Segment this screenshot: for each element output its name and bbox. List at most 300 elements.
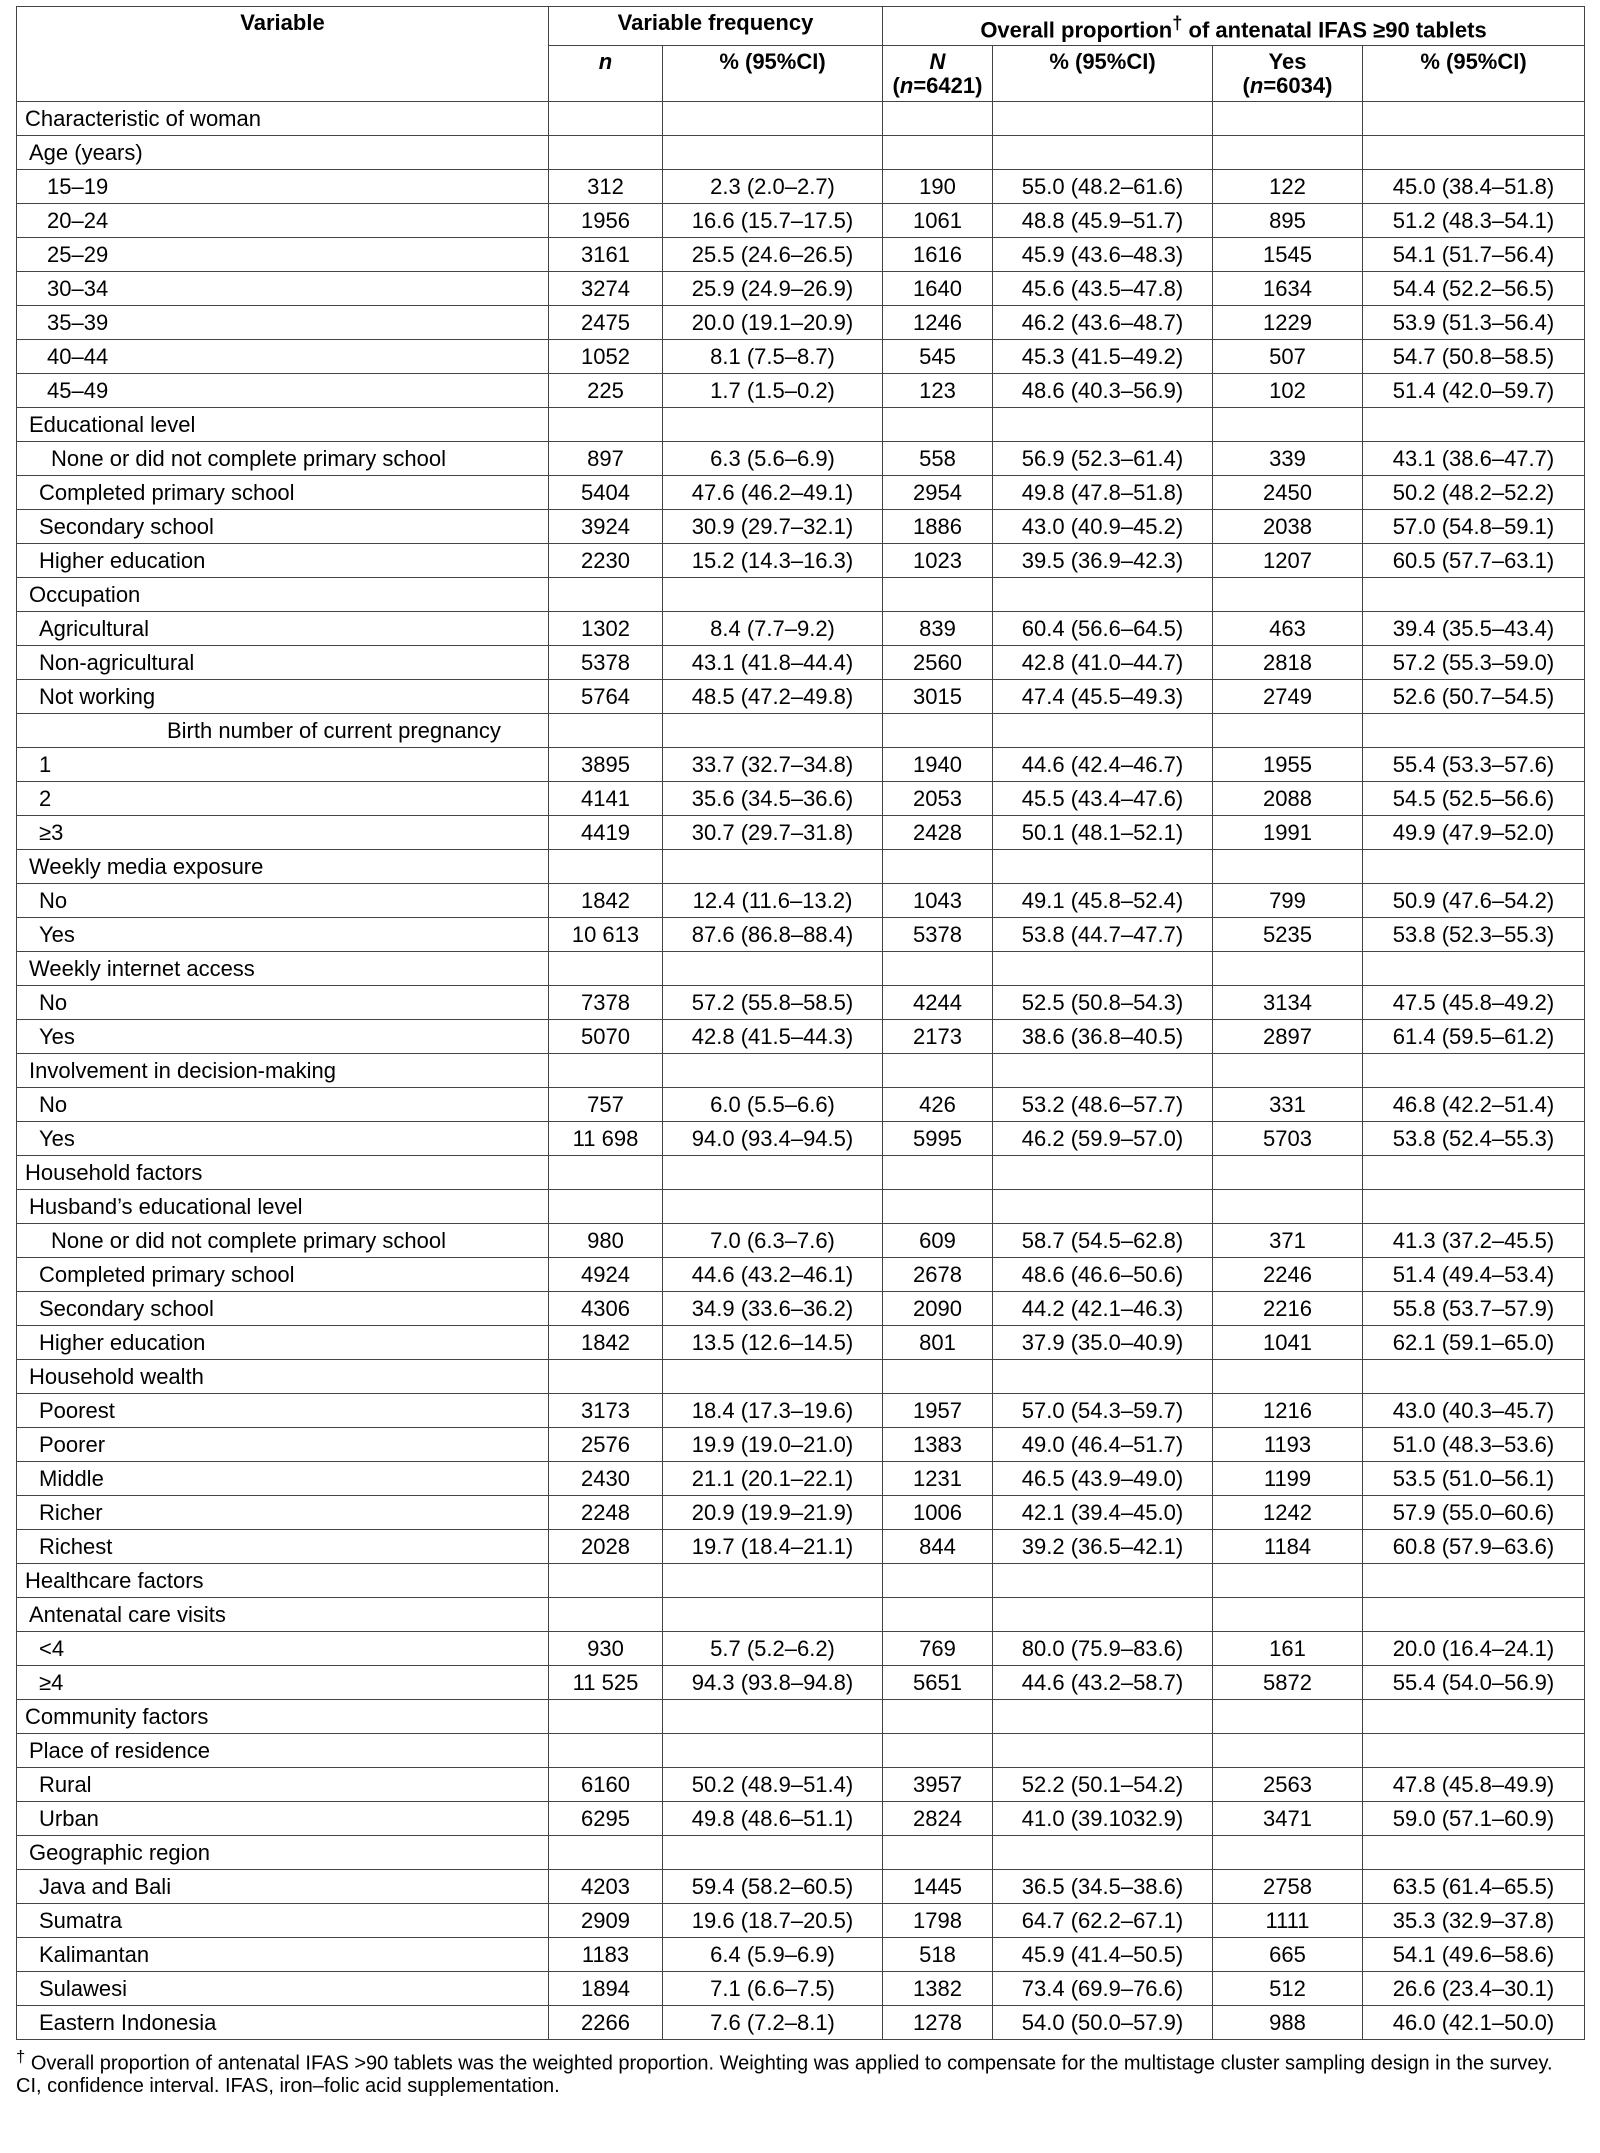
cell-yes-pct-ci: 39.4 (35.5–43.4) bbox=[1363, 612, 1585, 646]
table-row bbox=[17, 1122, 1585, 1156]
cell-yes-pct-ci: 54.1 (51.7–56.4) bbox=[1363, 238, 1585, 272]
cell-N bbox=[883, 1700, 993, 1734]
cell-yes: 331 bbox=[1213, 1088, 1363, 1122]
table-row bbox=[17, 1020, 1585, 1054]
header-pct-ci-2: % (95%CI) bbox=[993, 46, 1213, 102]
cell-pct-ci: 20.0 (19.1–20.9) bbox=[663, 306, 883, 340]
cell-yes bbox=[1213, 1700, 1363, 1734]
cell-yes-pct-ci: 63.5 (61.4–65.5) bbox=[1363, 1870, 1585, 1904]
cell-yes: 1991 bbox=[1213, 816, 1363, 850]
cell-N: 1006 bbox=[883, 1496, 993, 1530]
row-label: ≥4 bbox=[17, 1666, 549, 1700]
row-label: No bbox=[17, 986, 549, 1020]
cell-N-pct-ci: 36.5 (34.5–38.6) bbox=[993, 1870, 1213, 1904]
cell-n: 3161 bbox=[549, 238, 663, 272]
cell-yes-pct-ci bbox=[1363, 1734, 1585, 1768]
cell-n bbox=[549, 714, 663, 748]
cell-N-pct-ci: 55.0 (48.2–61.6) bbox=[993, 170, 1213, 204]
cell-yes bbox=[1213, 408, 1363, 442]
table-row bbox=[17, 986, 1585, 1020]
cell-n: 2576 bbox=[549, 1428, 663, 1462]
cell-pct-ci: 43.1 (41.8–44.4) bbox=[663, 646, 883, 680]
cell-yes: 2450 bbox=[1213, 476, 1363, 510]
header-overall-suffix: of antenatal IFAS ≥90 tablets bbox=[1182, 17, 1487, 43]
cell-n: 3895 bbox=[549, 748, 663, 782]
cell-N-pct-ci: 54.0 (50.0–57.9) bbox=[993, 2006, 1213, 2040]
cell-yes: 1111 bbox=[1213, 1904, 1363, 1938]
group-row bbox=[17, 136, 1585, 170]
cell-n bbox=[549, 102, 663, 136]
cell-yes-pct-ci: 46.0 (42.1–50.0) bbox=[1363, 2006, 1585, 2040]
group-row bbox=[17, 1190, 1585, 1224]
cell-N-pct-ci: 58.7 (54.5–62.8) bbox=[993, 1224, 1213, 1258]
cell-yes-pct-ci: 20.0 (16.4–24.1) bbox=[1363, 1632, 1585, 1666]
group-label: Weekly media exposure bbox=[17, 850, 549, 884]
cell-pct-ci: 16.6 (15.7–17.5) bbox=[663, 204, 883, 238]
cell-n: 225 bbox=[549, 374, 663, 408]
cell-yes bbox=[1213, 1836, 1363, 1870]
cell-N-pct-ci bbox=[993, 1836, 1213, 1870]
cell-N-pct-ci: 41.0 (39.1032.9) bbox=[993, 1802, 1213, 1836]
group-row bbox=[17, 1734, 1585, 1768]
cell-n: 2028 bbox=[549, 1530, 663, 1564]
cell-N bbox=[883, 136, 993, 170]
cell-yes-pct-ci bbox=[1363, 136, 1585, 170]
cell-n: 4141 bbox=[549, 782, 663, 816]
cell-yes: 2897 bbox=[1213, 1020, 1363, 1054]
cell-yes-pct-ci bbox=[1363, 714, 1585, 748]
group-row bbox=[17, 578, 1585, 612]
cell-N: 2090 bbox=[883, 1292, 993, 1326]
row-label: Poorest bbox=[17, 1394, 549, 1428]
cell-yes-pct-ci: 57.0 (54.8–59.1) bbox=[1363, 510, 1585, 544]
cell-N bbox=[883, 1734, 993, 1768]
cell-N: 1043 bbox=[883, 884, 993, 918]
cell-pct-ci: 30.7 (29.7–31.8) bbox=[663, 816, 883, 850]
cell-n bbox=[549, 578, 663, 612]
cell-N bbox=[883, 1054, 993, 1088]
table-row bbox=[17, 646, 1585, 680]
cell-yes: 1207 bbox=[1213, 544, 1363, 578]
cell-n bbox=[549, 1700, 663, 1734]
cell-yes: 507 bbox=[1213, 340, 1363, 374]
cell-pct-ci bbox=[663, 1564, 883, 1598]
cell-yes-pct-ci bbox=[1363, 952, 1585, 986]
cell-pct-ci: 5.7 (5.2–6.2) bbox=[663, 1632, 883, 1666]
row-label: 25–29 bbox=[17, 238, 549, 272]
cell-pct-ci: 35.6 (34.5–36.6) bbox=[663, 782, 883, 816]
cell-N-pct-ci bbox=[993, 578, 1213, 612]
group-row bbox=[17, 1836, 1585, 1870]
cell-N-pct-ci: 45.9 (43.6–48.3) bbox=[993, 238, 1213, 272]
cell-yes-pct-ci: 52.6 (50.7–54.5) bbox=[1363, 680, 1585, 714]
cell-N bbox=[883, 102, 993, 136]
table-row bbox=[17, 748, 1585, 782]
cell-N bbox=[883, 1598, 993, 1632]
row-label: Kalimantan bbox=[17, 1938, 549, 1972]
cell-n: 11 698 bbox=[549, 1122, 663, 1156]
cell-N: 839 bbox=[883, 612, 993, 646]
footnote-dagger: † bbox=[16, 2047, 26, 2067]
cell-n bbox=[549, 850, 663, 884]
cell-N-pct-ci: 42.8 (41.0–44.7) bbox=[993, 646, 1213, 680]
group-label: Geographic region bbox=[17, 1836, 549, 1870]
table-row bbox=[17, 1258, 1585, 1292]
table-row bbox=[17, 1904, 1585, 1938]
table-row bbox=[17, 204, 1585, 238]
group-label: Antenatal care visits bbox=[17, 1598, 549, 1632]
cell-N: 545 bbox=[883, 340, 993, 374]
cell-yes-pct-ci bbox=[1363, 850, 1585, 884]
cell-N-pct-ci: 46.5 (43.9–49.0) bbox=[993, 1462, 1213, 1496]
cell-yes-pct-ci: 59.0 (57.1–60.9) bbox=[1363, 1802, 1585, 1836]
cell-N-pct-ci: 49.0 (46.4–51.7) bbox=[993, 1428, 1213, 1462]
cell-N bbox=[883, 1156, 993, 1190]
cell-yes: 3134 bbox=[1213, 986, 1363, 1020]
cell-yes-pct-ci: 50.9 (47.6–54.2) bbox=[1363, 884, 1585, 918]
cell-N: 1061 bbox=[883, 204, 993, 238]
group-label: Weekly internet access bbox=[17, 952, 549, 986]
cell-N: 1616 bbox=[883, 238, 993, 272]
row-label: 40–44 bbox=[17, 340, 549, 374]
table-row bbox=[17, 1870, 1585, 1904]
cell-pct-ci: 25.5 (24.6–26.5) bbox=[663, 238, 883, 272]
cell-N-pct-ci: 43.0 (40.9–45.2) bbox=[993, 510, 1213, 544]
cell-yes-pct-ci: 51.4 (49.4–53.4) bbox=[1363, 1258, 1585, 1292]
cell-N: 801 bbox=[883, 1326, 993, 1360]
row-label: Higher education bbox=[17, 1326, 549, 1360]
cell-yes: 1545 bbox=[1213, 238, 1363, 272]
row-label: Rural bbox=[17, 1768, 549, 1802]
group-label: Educational level bbox=[17, 408, 549, 442]
cell-pct-ci: 7.1 (6.6–7.5) bbox=[663, 1972, 883, 2006]
cell-n: 2909 bbox=[549, 1904, 663, 1938]
cell-yes-pct-ci: 46.8 (42.2–51.4) bbox=[1363, 1088, 1585, 1122]
cell-yes: 512 bbox=[1213, 1972, 1363, 2006]
cell-N: 1278 bbox=[883, 2006, 993, 2040]
cell-N-pct-ci: 44.6 (43.2–58.7) bbox=[993, 1666, 1213, 1700]
cell-pct-ci: 20.9 (19.9–21.9) bbox=[663, 1496, 883, 1530]
cell-N: 426 bbox=[883, 1088, 993, 1122]
cell-pct-ci: 59.4 (58.2–60.5) bbox=[663, 1870, 883, 1904]
row-label: Java and Bali bbox=[17, 1870, 549, 1904]
row-label: 20–24 bbox=[17, 204, 549, 238]
cell-yes-pct-ci: 54.7 (50.8–58.5) bbox=[1363, 340, 1585, 374]
cell-yes: 1041 bbox=[1213, 1326, 1363, 1360]
row-label: No bbox=[17, 1088, 549, 1122]
header-n bbox=[549, 46, 663, 102]
cell-yes bbox=[1213, 1598, 1363, 1632]
cell-N-pct-ci bbox=[993, 714, 1213, 748]
header-N-count bbox=[893, 73, 983, 98]
cell-N-pct-ci: 44.6 (42.4–46.7) bbox=[993, 748, 1213, 782]
cell-yes-pct-ci: 55.8 (53.7–57.9) bbox=[1363, 1292, 1585, 1326]
cell-yes: 371 bbox=[1213, 1224, 1363, 1258]
section-label: Healthcare factors bbox=[17, 1564, 549, 1598]
cell-n: 312 bbox=[549, 170, 663, 204]
cell-yes bbox=[1213, 714, 1363, 748]
footnote-abbreviations: CI, confidence interval. IFAS, iron–folic acid supplementation. bbox=[16, 2074, 560, 2097]
cell-N-pct-ci bbox=[993, 850, 1213, 884]
table-row bbox=[17, 918, 1585, 952]
table-row bbox=[17, 340, 1585, 374]
cell-N: 769 bbox=[883, 1632, 993, 1666]
group-row bbox=[17, 850, 1585, 884]
cell-N: 4244 bbox=[883, 986, 993, 1020]
cell-yes-pct-ci: 62.1 (59.1–65.0) bbox=[1363, 1326, 1585, 1360]
cell-N-pct-ci: 45.5 (43.4–47.6) bbox=[993, 782, 1213, 816]
cell-yes: 2563 bbox=[1213, 1768, 1363, 1802]
cell-N-pct-ci: 53.8 (44.7–47.7) bbox=[993, 918, 1213, 952]
cell-N-pct-ci bbox=[993, 136, 1213, 170]
row-label: Completed primary school bbox=[17, 1258, 549, 1292]
cell-pct-ci: 57.2 (55.8–58.5) bbox=[663, 986, 883, 1020]
cell-pct-ci bbox=[663, 408, 883, 442]
cell-N-pct-ci: 64.7 (62.2–67.1) bbox=[993, 1904, 1213, 1938]
cell-n: 6160 bbox=[549, 1768, 663, 1802]
row-label: Sumatra bbox=[17, 1904, 549, 1938]
cell-N-pct-ci: 60.4 (56.6–64.5) bbox=[993, 612, 1213, 646]
cell-N-pct-ci: 48.8 (45.9–51.7) bbox=[993, 204, 1213, 238]
cell-N: 2678 bbox=[883, 1258, 993, 1292]
row-label: Secondary school bbox=[17, 510, 549, 544]
cell-yes-pct-ci: 57.2 (55.3–59.0) bbox=[1363, 646, 1585, 680]
cell-pct-ci bbox=[663, 1734, 883, 1768]
cell-pct-ci bbox=[663, 102, 883, 136]
cell-n bbox=[549, 952, 663, 986]
cell-pct-ci: 19.6 (18.7–20.5) bbox=[663, 1904, 883, 1938]
cell-yes-pct-ci bbox=[1363, 1564, 1585, 1598]
cell-yes: 1199 bbox=[1213, 1462, 1363, 1496]
cell-N: 2560 bbox=[883, 646, 993, 680]
table-row bbox=[17, 1530, 1585, 1564]
cell-n bbox=[549, 1734, 663, 1768]
row-label: Higher education bbox=[17, 544, 549, 578]
cell-yes: 2749 bbox=[1213, 680, 1363, 714]
cell-pct-ci: 1.7 (1.5–0.2) bbox=[663, 374, 883, 408]
cell-yes: 2818 bbox=[1213, 646, 1363, 680]
cell-pct-ci: 49.8 (48.6–51.1) bbox=[663, 1802, 883, 1836]
cell-n bbox=[549, 408, 663, 442]
cell-pct-ci: 25.9 (24.9–26.9) bbox=[663, 272, 883, 306]
cell-n: 2430 bbox=[549, 1462, 663, 1496]
cell-n bbox=[549, 136, 663, 170]
header-yes-count-prefix: ( bbox=[1242, 73, 1250, 99]
cell-n: 757 bbox=[549, 1088, 663, 1122]
table-row bbox=[17, 442, 1585, 476]
cell-N-pct-ci: 45.9 (41.4–50.5) bbox=[993, 1938, 1213, 1972]
cell-yes-pct-ci: 54.1 (49.6–58.6) bbox=[1363, 1938, 1585, 1972]
table-row bbox=[17, 1428, 1585, 1462]
cell-n: 1842 bbox=[549, 1326, 663, 1360]
cell-yes bbox=[1213, 1190, 1363, 1224]
cell-pct-ci: 48.5 (47.2–49.8) bbox=[663, 680, 883, 714]
cell-pct-ci: 19.9 (19.0–21.0) bbox=[663, 1428, 883, 1462]
cell-pct-ci: 6.4 (5.9–6.9) bbox=[663, 1938, 883, 1972]
table-row bbox=[17, 1938, 1585, 1972]
section-row bbox=[17, 1700, 1585, 1734]
cell-yes-pct-ci: 60.5 (57.7–63.1) bbox=[1363, 544, 1585, 578]
row-label: Yes bbox=[17, 1020, 549, 1054]
cell-yes-pct-ci: 55.4 (53.3–57.6) bbox=[1363, 748, 1585, 782]
cell-n: 5764 bbox=[549, 680, 663, 714]
cell-N: 2428 bbox=[883, 816, 993, 850]
table-row bbox=[17, 782, 1585, 816]
cell-N-pct-ci bbox=[993, 1700, 1213, 1734]
table-row bbox=[17, 1462, 1585, 1496]
cell-N-pct-ci: 52.5 (50.8–54.3) bbox=[993, 986, 1213, 1020]
cell-N-pct-ci: 49.1 (45.8–52.4) bbox=[993, 884, 1213, 918]
row-label: Yes bbox=[17, 1122, 549, 1156]
row-label: <4 bbox=[17, 1632, 549, 1666]
header-pct-ci-1: % (95%CI) bbox=[663, 46, 883, 102]
cell-pct-ci: 15.2 (14.3–16.3) bbox=[663, 544, 883, 578]
table-row bbox=[17, 1394, 1585, 1428]
cell-yes bbox=[1213, 136, 1363, 170]
row-label: Middle bbox=[17, 1462, 549, 1496]
cell-yes bbox=[1213, 1564, 1363, 1598]
row-label: Richer bbox=[17, 1496, 549, 1530]
cell-pct-ci bbox=[663, 1836, 883, 1870]
cell-pct-ci bbox=[663, 578, 883, 612]
cell-yes-pct-ci: 35.3 (32.9–37.8) bbox=[1363, 1904, 1585, 1938]
footnote-weighting-text: Overall proportion of antenatal IFAS >90 tablets was the weighted proportion. Weighting was applied to compensate for the multistage cluster sampling design in the survey. bbox=[25, 2052, 1553, 2075]
cell-pct-ci bbox=[663, 1360, 883, 1394]
cell-yes bbox=[1213, 102, 1363, 136]
cell-N-pct-ci: 48.6 (40.3–56.9) bbox=[993, 374, 1213, 408]
cell-yes: 1634 bbox=[1213, 272, 1363, 306]
cell-yes: 2246 bbox=[1213, 1258, 1363, 1292]
header-yes-label: Yes bbox=[1268, 49, 1307, 75]
cell-N bbox=[883, 408, 993, 442]
cell-yes: 1193 bbox=[1213, 1428, 1363, 1462]
cell-n: 1956 bbox=[549, 204, 663, 238]
cell-N: 1957 bbox=[883, 1394, 993, 1428]
cell-pct-ci: 94.0 (93.4–94.5) bbox=[663, 1122, 883, 1156]
cell-N-pct-ci bbox=[993, 1054, 1213, 1088]
header-variable-frequency: Variable frequency bbox=[549, 7, 883, 46]
table-row bbox=[17, 374, 1585, 408]
cell-N-pct-ci: 45.3 (41.5–49.2) bbox=[993, 340, 1213, 374]
group-row bbox=[17, 1598, 1585, 1632]
cell-n: 4203 bbox=[549, 1870, 663, 1904]
cell-pct-ci bbox=[663, 850, 883, 884]
cell-N: 1886 bbox=[883, 510, 993, 544]
section-label: Community factors bbox=[17, 1700, 549, 1734]
cell-yes-pct-ci: 51.2 (48.3–54.1) bbox=[1363, 204, 1585, 238]
cell-yes-pct-ci: 43.0 (40.3–45.7) bbox=[1363, 1394, 1585, 1428]
cell-yes-pct-ci: 50.2 (48.2–52.2) bbox=[1363, 476, 1585, 510]
cell-n bbox=[549, 1564, 663, 1598]
cell-N bbox=[883, 1836, 993, 1870]
cell-n bbox=[549, 1156, 663, 1190]
dagger-mark: † bbox=[1172, 12, 1183, 33]
cell-pct-ci bbox=[663, 714, 883, 748]
row-label: 15–19 bbox=[17, 170, 549, 204]
cell-n bbox=[549, 1360, 663, 1394]
cell-N bbox=[883, 1564, 993, 1598]
cell-pct-ci: 44.6 (43.2–46.1) bbox=[663, 1258, 883, 1292]
row-label: Non-agricultural bbox=[17, 646, 549, 680]
cell-n: 1052 bbox=[549, 340, 663, 374]
table-body bbox=[17, 102, 1585, 2040]
table-row bbox=[17, 170, 1585, 204]
table-row bbox=[17, 476, 1585, 510]
cell-yes: 161 bbox=[1213, 1632, 1363, 1666]
cell-N-pct-ci: 56.9 (52.3–61.4) bbox=[993, 442, 1213, 476]
cell-N: 1640 bbox=[883, 272, 993, 306]
cell-yes: 102 bbox=[1213, 374, 1363, 408]
row-label: No bbox=[17, 884, 549, 918]
cell-N: 5651 bbox=[883, 1666, 993, 1700]
row-label: Richest bbox=[17, 1530, 549, 1564]
group-label: Husband’s educational level bbox=[17, 1190, 549, 1224]
cell-yes: 2758 bbox=[1213, 1870, 1363, 1904]
section-row bbox=[17, 102, 1585, 136]
cell-yes: 1184 bbox=[1213, 1530, 1363, 1564]
cell-N-pct-ci bbox=[993, 1190, 1213, 1224]
cell-N-pct-ci: 39.2 (36.5–42.1) bbox=[993, 1530, 1213, 1564]
cell-yes-pct-ci bbox=[1363, 1156, 1585, 1190]
cell-n: 1302 bbox=[549, 612, 663, 646]
group-label: Occupation bbox=[17, 578, 549, 612]
cell-N: 5995 bbox=[883, 1122, 993, 1156]
group-row bbox=[17, 1360, 1585, 1394]
cell-N: 558 bbox=[883, 442, 993, 476]
header-yes-count bbox=[1243, 73, 1333, 98]
cell-yes bbox=[1213, 1156, 1363, 1190]
cell-pct-ci bbox=[663, 1598, 883, 1632]
cell-yes: 2216 bbox=[1213, 1292, 1363, 1326]
cell-yes: 5872 bbox=[1213, 1666, 1363, 1700]
section-row bbox=[17, 1156, 1585, 1190]
group-row bbox=[17, 952, 1585, 986]
cell-pct-ci: 6.3 (5.6–6.9) bbox=[663, 442, 883, 476]
cell-N-pct-ci: 45.6 (43.5–47.8) bbox=[993, 272, 1213, 306]
section-row bbox=[17, 1564, 1585, 1598]
cell-N bbox=[883, 850, 993, 884]
group-label: Birth number of current pregnancy bbox=[17, 714, 549, 748]
cell-n: 11 525 bbox=[549, 1666, 663, 1700]
cell-N-pct-ci bbox=[993, 1598, 1213, 1632]
cell-N-pct-ci: 48.6 (46.6–50.6) bbox=[993, 1258, 1213, 1292]
cell-yes-pct-ci bbox=[1363, 1190, 1585, 1224]
row-label: ≥3 bbox=[17, 816, 549, 850]
row-label: Not working bbox=[17, 680, 549, 714]
cell-n: 3173 bbox=[549, 1394, 663, 1428]
cell-yes: 122 bbox=[1213, 170, 1363, 204]
row-label: 2 bbox=[17, 782, 549, 816]
cell-pct-ci: 21.1 (20.1–22.1) bbox=[663, 1462, 883, 1496]
cell-N: 609 bbox=[883, 1224, 993, 1258]
table-row bbox=[17, 1292, 1585, 1326]
cell-N: 1940 bbox=[883, 748, 993, 782]
cell-N: 3015 bbox=[883, 680, 993, 714]
header-overall-prefix: Overall proportion bbox=[980, 17, 1173, 43]
cell-pct-ci: 34.9 (33.6–36.2) bbox=[663, 1292, 883, 1326]
cell-yes-pct-ci: 54.5 (52.5–56.6) bbox=[1363, 782, 1585, 816]
cell-n: 4419 bbox=[549, 816, 663, 850]
footnote-weighting bbox=[16, 2046, 1584, 2075]
cell-n: 2248 bbox=[549, 1496, 663, 1530]
cell-N: 1445 bbox=[883, 1870, 993, 1904]
cell-pct-ci bbox=[663, 1700, 883, 1734]
header-N-count-prefix: ( bbox=[892, 73, 900, 99]
cell-N-pct-ci: 38.6 (36.8–40.5) bbox=[993, 1020, 1213, 1054]
cell-pct-ci bbox=[663, 136, 883, 170]
row-label: Sulawesi bbox=[17, 1972, 549, 2006]
cell-yes: 2038 bbox=[1213, 510, 1363, 544]
